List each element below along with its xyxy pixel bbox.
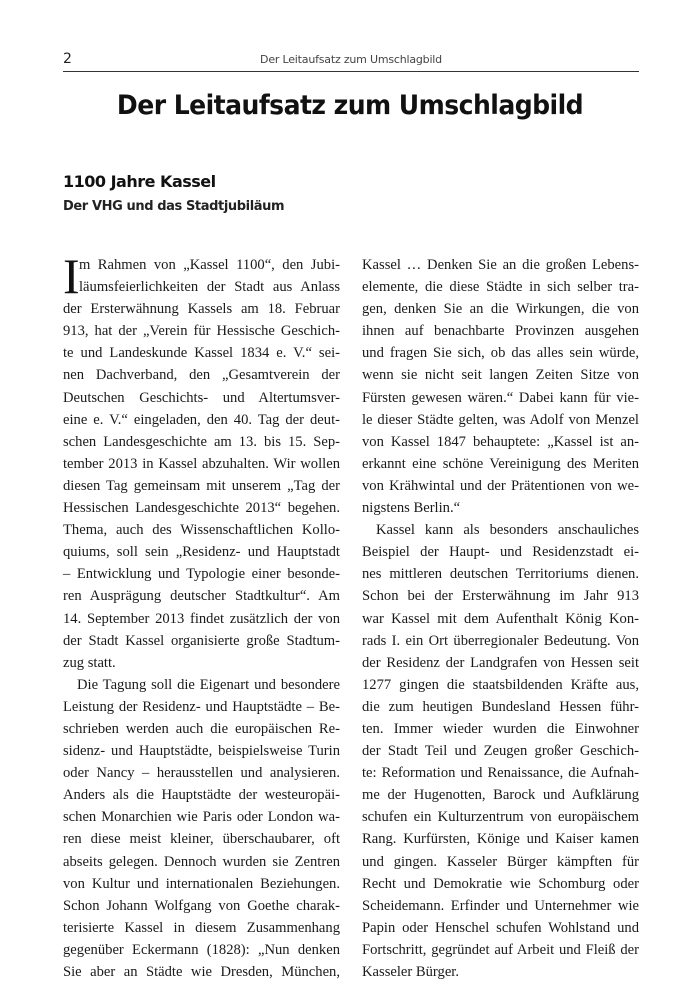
text-line: te und Landeskunde Kassel 1834 e. V.“ sei- — [63, 345, 340, 362]
text-line: der Stadt Kassel organisierte große Stadtum- — [63, 632, 340, 649]
page-number: 2 — [63, 51, 72, 67]
text-line: diesen Tag gemeinsam mit unserem „Tag der — [63, 477, 340, 494]
text-line: Schon Johann Wolfgang von Goethe charak- — [63, 897, 340, 914]
text-line: Thema, auch des Wissenschaftlichen Kollo- — [63, 522, 340, 539]
section-heading: 1100 Jahre Kassel — [63, 172, 216, 191]
section-subheading: Der VHG und das Stadtjubiläum — [63, 199, 285, 214]
text-line: quiums, soll sein „Residenz- und Hauptstadt — [63, 544, 340, 561]
text-line: und gingen. Kasseler Bürger kämpften für — [362, 853, 639, 870]
text-line: abseits gelegen. Dennoch wurden sie Zentren — [63, 853, 340, 870]
text-line: und fragen Sie sich, ob das alles sein würde, — [362, 345, 639, 362]
text-line: Scheidemann. Erfinder und Unternehmer wie — [362, 897, 639, 914]
text-line: ren Ausprägung deutscher Stadtkultur“. Am — [63, 588, 340, 605]
text-line: 1277 gingen die staatsbildenden Kräfte aus, — [362, 676, 639, 693]
text-line: eine e. V.“ eingeladen, den 40. Tag der deut- — [63, 411, 340, 428]
text-line: gen, denken Sie an die Wirkungen, die von — [362, 301, 639, 318]
text-line: Kassel kann als besonders anschauliches — [376, 522, 639, 539]
text-line: me der Hugenotten, Barock und Aufklärung — [362, 787, 639, 804]
text-line: der Stadt Teil und Zeugen großer Geschich- — [362, 743, 639, 760]
text-line: wenn sie nicht seit langen Zeiten Sitze von — [362, 367, 639, 384]
text-line: läumsfeierlichkeiten der Stadt aus Anlass — [79, 279, 340, 296]
text-line: tember 2013 in Kassel abzuhalten. Wir wollen — [63, 455, 340, 472]
text-line: ihnen auf benachbarte Provinzen ausgehen — [362, 323, 639, 340]
text-line: Kassel … Denken Sie an die großen Lebens- — [362, 257, 639, 273]
text-line: sidenz- und Hauptstädte, beispielsweise Turin — [63, 743, 340, 760]
text-line: Papin oder Henschel schufen Wohlstand und — [362, 919, 639, 936]
text-line: Schon bei der Ersterwähnung im Jahr 913 — [362, 588, 639, 605]
text-line: gegenüber Eckermann (1828): „Nun denken — [63, 941, 340, 958]
text-line: Fürsten gewesen wären.“ Dabei kann für vie- — [362, 389, 639, 406]
text-line: 913, hat der „Verein für Hessische Geschich- — [63, 323, 340, 340]
text-line: schufen ein Kulturzentrum von europäischem — [362, 809, 639, 826]
text-line: Hessischen Landesgeschichte 2013“ begehen. — [63, 500, 340, 517]
left-column — [63, 248, 340, 983]
text-line: nes mittleren deutschen Territoriums dienen. — [362, 566, 639, 583]
text-line: schrieben werden auch die europäischen Re- — [63, 720, 340, 737]
drop-cap: I — [63, 248, 80, 304]
text-line: – Entwicklung und Typologie einer besonde- — [63, 566, 340, 583]
text-line: ten. Immer wieder wurden die Einwohner — [362, 720, 639, 737]
text-line: Leistung der Residenz- und Hauptstädte – Be- — [63, 698, 340, 715]
text-line: schen Monarchien wie Paris oder London wa- — [63, 809, 340, 826]
text-line: te: Reformation und Renaissance, die Aufnah- — [362, 765, 639, 782]
text-line: Kasseler Bürger. — [362, 964, 459, 980]
text-line: Beispiel der Haupt- und Residenzstadt ei- — [362, 544, 639, 561]
text-line: nigstens Berlin.“ — [362, 500, 461, 517]
text-line: ren diese meist kleiner, überschaubarer, oft — [63, 831, 340, 848]
text-line: Fortschritt, gegründet auf Arbeit und Fleiß der — [362, 941, 639, 958]
text-line: 14. September 2013 findet zusätzlich der von — [63, 610, 340, 627]
text-line: der Ersterwähnung Kassels am 18. Februar — [63, 301, 340, 318]
text-line: terisierte Kassel in diesem Zusammenhang — [63, 919, 340, 936]
text-line: zug statt. — [63, 654, 116, 671]
text-line: oder Nancy – herausstellen und analysieren. — [63, 765, 340, 782]
text-line: nen Dachverband, den „Gesamtverein der — [63, 367, 340, 384]
text-line: elemente, die diese Städte in sich selber tra- — [362, 279, 639, 296]
text-line: von Kultur und internationalen Beziehungen. — [63, 875, 340, 892]
header-rule — [63, 71, 639, 72]
page-title: Der Leitaufsatz zum Umschlagbild — [116, 90, 584, 121]
text-line: war Kassel mit dem Aufenthalt König Kon- — [362, 610, 639, 627]
text-line: Recht und Demokratie wie Schomburg oder — [362, 875, 639, 892]
text-line: Rang. Kurfürsten, Könige und Kaiser kamen — [362, 831, 639, 848]
text-line: Anders als die Hauptstädte der westeuropäi- — [63, 787, 340, 804]
text-line: von Krähwintal und der Prätentionen von we- — [362, 477, 639, 494]
text-line: der Residenz der Landgrafen von Hessen seit — [362, 654, 639, 671]
text-line: Deutschen Geschichts- und Altertumsver- — [63, 389, 340, 406]
text-line: Die Tagung soll die Eigenart und besondere — [77, 676, 340, 693]
running-title: Der Leitaufsatz zum Umschlagbild — [260, 53, 442, 66]
text-line: erkannt eine schöne Vereinigung des Meriten — [362, 455, 639, 472]
text-line: die zum heutigen Bundesland Hessen führ- — [362, 698, 639, 715]
text-line: Sie aber an Städte wie Dresden, München, — [63, 964, 340, 980]
text-line: m Rahmen von „Kassel 1100“, den Jubi- — [79, 257, 340, 273]
text-line: rads I. ein Ort überregionaler Bedeutung. Von — [362, 632, 639, 649]
text-line: schen Landesgeschichte am 13. bis 15. Sep- — [63, 433, 340, 450]
text-line: le dieser Städte gelten, was Adolf von Menzel — [362, 411, 639, 428]
text-line: von Kassel 1847 behauptete: „Kassel ist an- — [362, 433, 639, 450]
right-column — [362, 254, 639, 983]
running-head — [63, 50, 639, 70]
